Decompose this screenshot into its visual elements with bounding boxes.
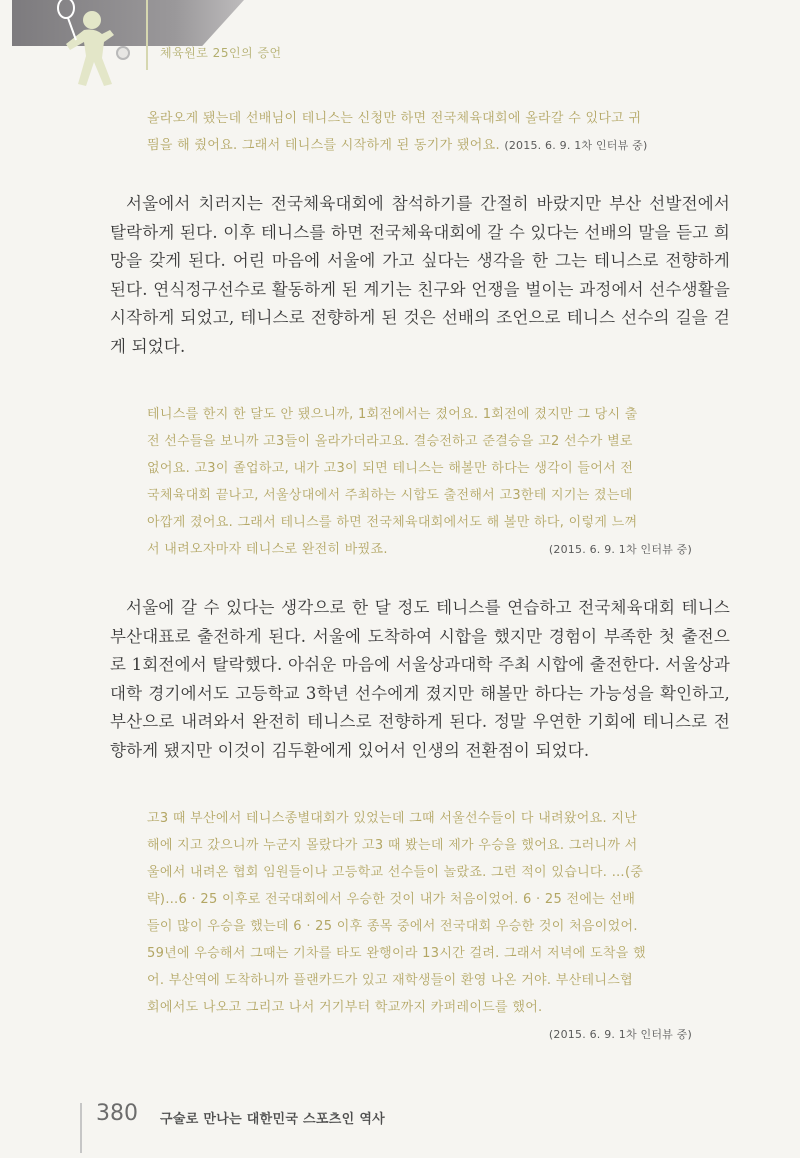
header-rule xyxy=(146,0,148,70)
quote-line: 띔을 해 줬어요. 그래서 테니스를 시작하게 된 동기가 됐어요. (2015. 6. 9. 1차 인터뷰 중) xyxy=(147,138,648,153)
quote-line: 전 선수들을 보니까 고3들이 올라가더라고요. 결승전하고 준결승을 고2 선수가 별로 xyxy=(147,434,633,449)
body-paragraph-1 xyxy=(110,190,730,361)
quote-line: 서 내려오자마자 테니스로 완전히 바꿨죠. (2015. 6. 9. 1차 인터뷰 중) xyxy=(147,536,692,563)
running-head: 체육원로 25인의 증언 xyxy=(160,46,282,60)
quote-citation: (2015. 6. 9. 1차 인터뷰 중) xyxy=(504,139,648,152)
footer-rule xyxy=(80,1103,82,1153)
quote-line: 59년에 우승해서 그때는 기차를 타도 완행이라 13시간 걸려. 그래서 저녁에 도착을 했 xyxy=(147,946,646,961)
interview-quote-3 xyxy=(147,805,692,1048)
paragraph-text: 서울에 갈 수 있다는 생각으로 한 달 정도 테니스를 연습하고 전국체육대회 테니스 부산대표로 출전하게 된다. 서울에 도착하여 시합을 했지만 경험이 부족한 첫 출전으로 1회전에서 탈락했다. 아쉬운 마음에 서울상과대학 주최 시합에 출전한다. 서울상과대학 경기에서도 고등학교 3학년 선수에게 졌지만 해볼만 하다는 가능성을 확인하고, 부산으로 내려와서 완전히 테니스로 전향하게 된다. 정말 우연한 기회에 테니스로 전향하게 됐지만 이것이 김두환에게 있어서 인생의 전환점이 되었다. xyxy=(110,598,730,760)
interview-quote-2 xyxy=(147,401,692,563)
quote-line: 국체육대회 끝나고, 서울상대에서 주최하는 시합도 출전해서 고3한테 지기는 졌는데 xyxy=(147,488,633,503)
header-bullet xyxy=(116,46,130,60)
quote-line: 들이 많이 우승을 했는데 6 · 25 이후 종목 중에서 전국대회 우승한 것이 처음이었어. xyxy=(147,919,638,934)
quote-citation-row xyxy=(147,1021,692,1048)
quote-citation: (2015. 6. 9. 1차 인터뷰 중) xyxy=(548,543,692,556)
quote-line: 울에서 내려온 협회 임원들이나 고등학교 선수들이 놀랐죠. 그런 적이 있습니다. …(중 xyxy=(147,865,644,880)
quote-line: 아깝게 졌어요. 그래서 테니스를 하면 전국체육대회에서도 해 볼만 하다, 이렇게 느껴 xyxy=(147,515,638,530)
quote-line: 어. 부산역에 도착하니까 플랜카드가 있고 재학생들이 환영 나온 거야. 부산테니스협 xyxy=(147,973,633,988)
quote-line: 테니스를 한지 한 달도 안 됐으니까, 1회전에서는 졌어요. 1회전에 졌지만 그 당시 출 xyxy=(147,407,638,422)
book-title: 구술로 만나는 대한민국 스포츠인 역사 xyxy=(160,1112,386,1127)
body-paragraph-2 xyxy=(110,594,730,765)
quote-line: 고3 때 부산에서 테니스종별대회가 있었는데 그때 서울선수들이 다 내려왔어요. 지난 xyxy=(147,811,638,826)
page-number: 380 xyxy=(96,1101,138,1126)
quote-line: 회에서도 나오고 그리고 나서 거기부터 학교까지 카퍼레이드를 했어. xyxy=(147,1000,543,1015)
paragraph-text: 서울에서 치러지는 전국체육대회에 참석하기를 간절히 바랐지만 부산 선발전에서 탈락하게 된다. 이후 테니스를 하면 전국체육대회에 갈 수 있다는 선배의 말을 듣고 희망을 갖게 된다. 어린 마음에 서울에 가고 싶다는 생각을 한 그는 테니스로 전향하게 된다. 연식정구선수로 활동하게 된 계기는 친구와 언쟁을 벌이는 과정에서 선수생활을 시작하게 되었고, 테니스로 전향하게 된 것은 선배의 조언으로 테니스 선수의 길을 걷게 되었다. xyxy=(110,194,730,356)
quote-line: 해에 지고 갔으니까 누군지 몰랐다가 고3 때 봤는데 제가 우승을 했어요. 그러니까 서 xyxy=(147,838,638,853)
tennis-player-icon xyxy=(40,0,140,90)
quote-line: 략)…6 · 25 이후로 전국대회에서 우승한 것이 내가 처음이었어. 6 · 25 전에는 선배 xyxy=(147,892,636,907)
quote-citation: (2015. 6. 9. 1차 인터뷰 중) xyxy=(548,1028,692,1041)
interview-quote-1 xyxy=(147,105,707,159)
quote-line: 올라오게 됐는데 선배님이 테니스는 신청만 하면 전국체육대회에 올라갈 수 있다고 귀 xyxy=(147,111,642,126)
quote-line: 없어요. 고3이 졸업하고, 내가 고3이 되면 테니스는 해볼만 하다는 생각이 들어서 전 xyxy=(147,461,634,476)
